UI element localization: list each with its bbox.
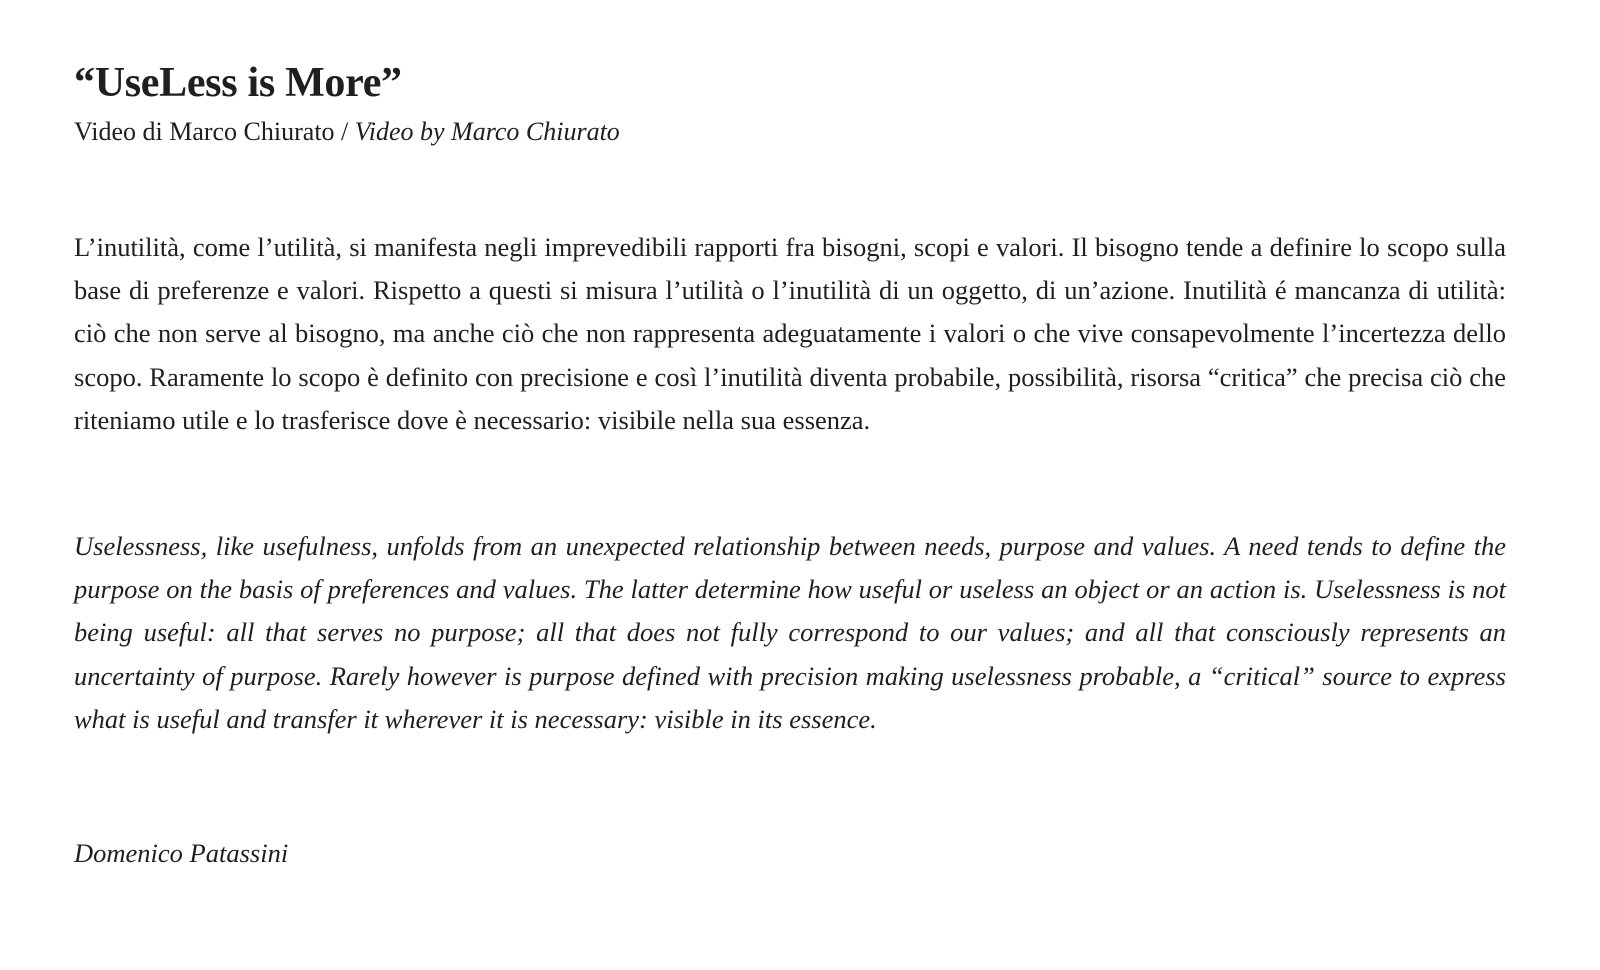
- video-credit: [74, 116, 620, 148]
- author-signature: Domenico Patassini: [74, 838, 289, 868]
- video-credit-separator: /: [334, 117, 355, 146]
- paragraph-italian: L’inutilità, come l’utilità, si manifesta negli imprevedibili rapporti fra bisogni, scopi e valori. Il bisogno tende a definire lo scopo sulla base di preferenze e valori. Rispetto a questi si misura l’utilità o l’inutilità di un oggetto, di un’azione. Inutilità é mancanza di utilità: ciò che non serve al bisogno, ma anche ciò che non rappresenta adeguatamente i valori o che vive consapevolmente l’incertezza dello scopo. Raramente lo scopo è definito con precisione e così l’inutilità diventa probabile, possibilità, risorsa “critica” che precisa ciò che riteniamo utile e lo trasferisce dove è necessario: visibile nella sua essenza.: [74, 232, 1506, 435]
- video-credit-english: Video by Marco Chiurato: [354, 117, 620, 146]
- video-credit-italian: Video di Marco Chiurato: [74, 117, 335, 146]
- paragraph-english: Uselessness, like usefulness, unfolds from an unexpected relationship between needs, purpose and values. A need tends to define the purpose on the basis of preferences and values. The latter determine how useful or useless an object or an action is. Uselessness is not being useful: all that serves no purpose; all that does not fully correspond to our values; and all that consciously represents an uncertainty of purpose. Rarely however is purpose defined with precision making uselessness probable, a “critical” source to express what is useful and transfer it wherever it is necessary: visible in its essence.: [74, 531, 1506, 734]
- page-title: “UseLess is More”: [74, 60, 402, 106]
